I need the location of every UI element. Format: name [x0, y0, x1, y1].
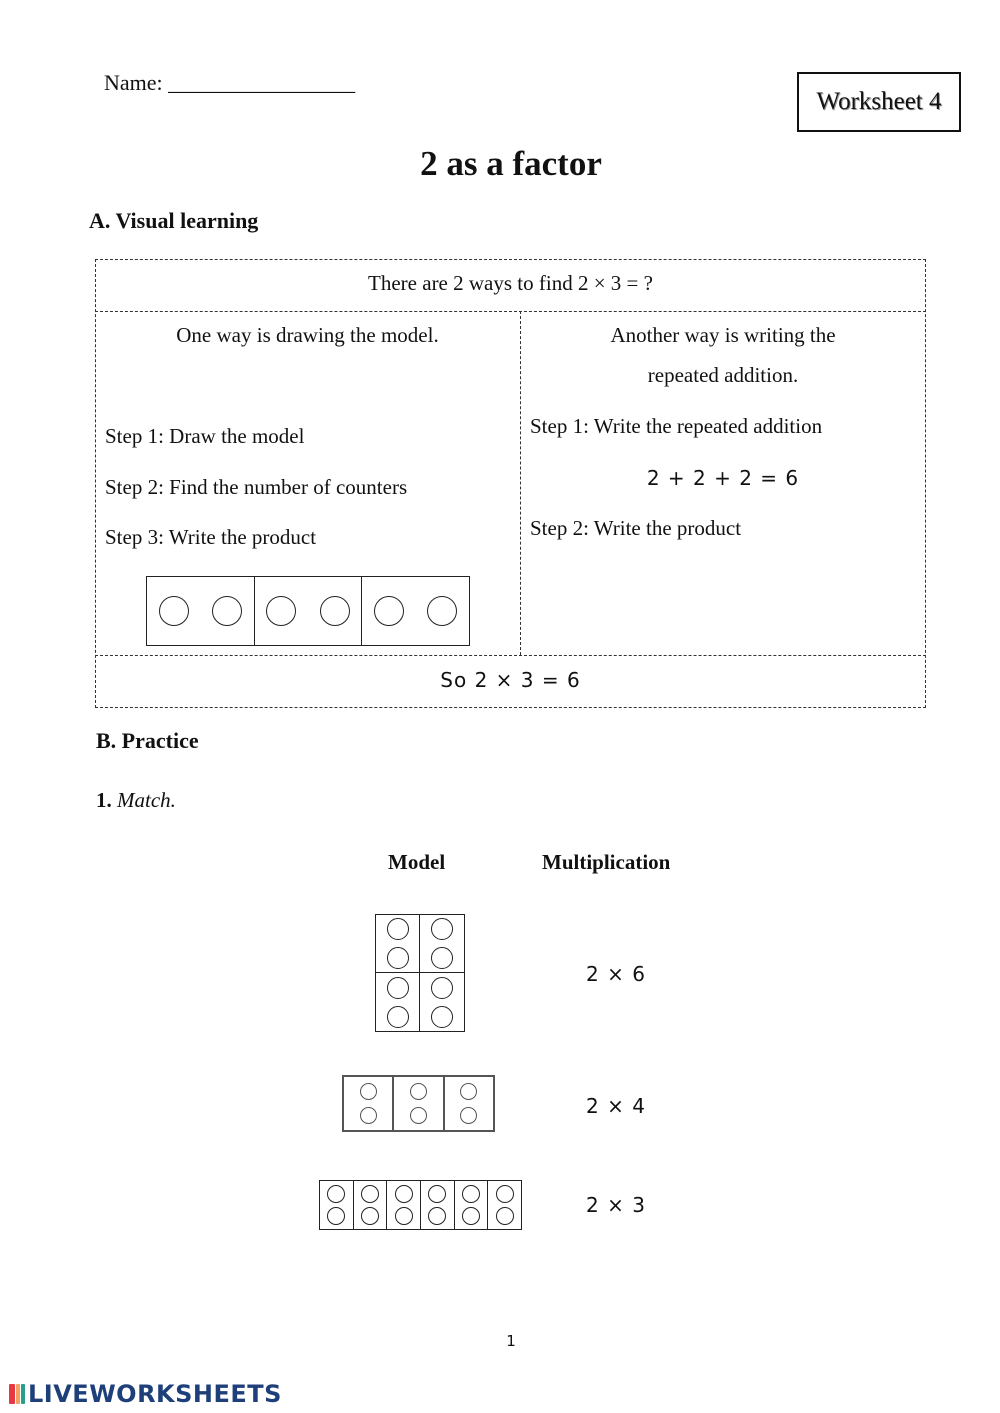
counter-circle [387, 918, 409, 940]
right-step-1: Step 1: Write the repeated addition [530, 414, 823, 438]
model-group [362, 577, 469, 645]
counter-circle [460, 1107, 477, 1124]
counter-circle [387, 947, 409, 969]
worksheet-number-box [797, 72, 961, 132]
question-number: 1. [96, 788, 112, 812]
counter-circle [374, 596, 404, 626]
counter-circle [496, 1207, 514, 1225]
model-group [387, 1181, 421, 1229]
liveworksheets-logo[interactable] [8, 1380, 282, 1408]
counter-circle [462, 1185, 480, 1203]
counter-circle [327, 1207, 345, 1225]
match-multiplication-2[interactable]: 2 × 4 [586, 1094, 646, 1118]
counter-circle [387, 977, 409, 999]
liveworksheets-logo-icon [8, 1383, 26, 1405]
model-group [320, 1181, 354, 1229]
left-step-3: Step 3: Write the product [105, 525, 317, 549]
counter-circle [462, 1207, 480, 1225]
right-intro-line-1: Another way is writing the [610, 323, 836, 347]
model-group [394, 1077, 444, 1130]
counter-circle [410, 1107, 427, 1124]
right-intro-line-2: repeated addition. [647, 363, 799, 387]
model-group [255, 577, 363, 645]
column-header-model: Model [388, 850, 446, 874]
example-model-2x3 [146, 576, 470, 646]
counter-circle [327, 1185, 345, 1203]
model-group [488, 1181, 521, 1229]
counter-circle [428, 1185, 446, 1203]
counter-circle [428, 1207, 446, 1225]
match-model-3[interactable] [319, 1180, 522, 1230]
counter-circle [395, 1207, 413, 1225]
page-title: 2 as a factor [420, 144, 602, 183]
counter-circle [460, 1083, 477, 1100]
match-model-1[interactable] [375, 914, 465, 1032]
counter-circle [361, 1185, 379, 1203]
box-top-text: There are 2 ways to find 2 × 3 = ? [368, 271, 653, 295]
left-intro: One way is drawing the model. [176, 323, 439, 347]
counter-circle [320, 596, 350, 626]
page-number: 1 [506, 1332, 516, 1350]
counter-circle [431, 1006, 453, 1028]
match-multiplication-1[interactable]: 2 × 6 [586, 962, 646, 986]
section-a-heading: A. Visual learning [89, 208, 259, 233]
counter-circle [427, 596, 457, 626]
counter-circle [431, 977, 453, 999]
divider [95, 655, 926, 656]
right-step-2: Step 2: Write the product [530, 516, 742, 540]
repeated-addition-equation: 2 + 2 + 2 = 6 [646, 466, 800, 490]
counter-circle [360, 1107, 377, 1124]
section-b-heading: B. Practice [96, 728, 199, 753]
counter-circle [159, 596, 189, 626]
counter-circle [212, 596, 242, 626]
left-step-1: Step 1: Draw the model [105, 424, 305, 448]
box-bottom-result: So 2 × 3 = 6 [440, 668, 581, 692]
divider [95, 311, 926, 312]
counter-circle [431, 947, 453, 969]
match-multiplication-3[interactable]: 2 × 3 [586, 1193, 646, 1217]
counter-circle [360, 1083, 377, 1100]
model-group [344, 1077, 394, 1130]
name-field-label: Name: _________________ [104, 70, 356, 95]
model-group [354, 1181, 388, 1229]
model-group [376, 915, 420, 973]
counter-circle [395, 1185, 413, 1203]
counter-circle [410, 1083, 427, 1100]
logo-text: LIVEWORKSHEETS [28, 1380, 282, 1408]
model-group [445, 1077, 493, 1130]
match-model-2[interactable] [342, 1075, 495, 1132]
counter-circle [387, 1006, 409, 1028]
column-header-multiplication: Multiplication [542, 850, 671, 874]
model-group [147, 577, 255, 645]
left-step-2: Step 2: Find the number of counters [105, 475, 408, 499]
counter-circle [431, 918, 453, 940]
worksheet-label: Worksheet 4 [816, 88, 942, 115]
model-group [420, 915, 464, 973]
counter-circle [266, 596, 296, 626]
model-group [421, 1181, 455, 1229]
model-group [455, 1181, 489, 1229]
model-group [420, 973, 464, 1031]
model-group [376, 973, 420, 1031]
counter-circle [361, 1207, 379, 1225]
counter-circle [496, 1185, 514, 1203]
question-1 [96, 788, 176, 813]
question-instruction: Match. [117, 788, 176, 812]
